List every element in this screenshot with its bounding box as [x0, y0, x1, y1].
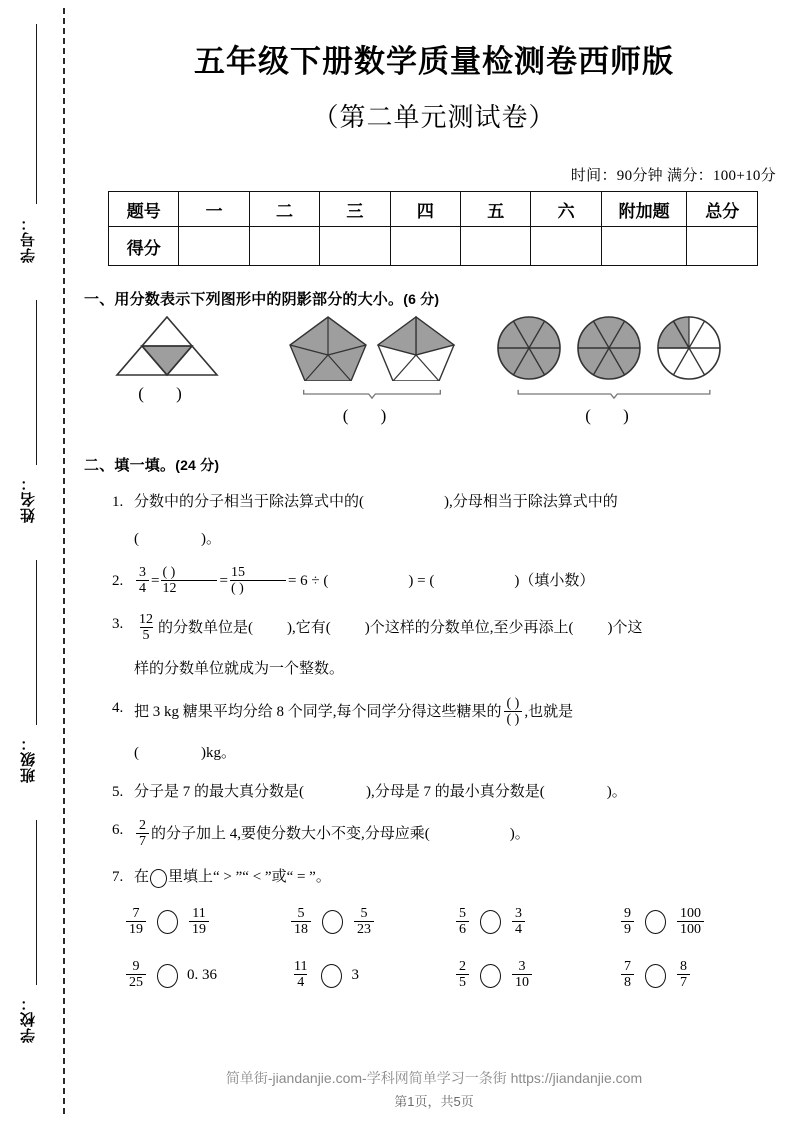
pentagon-figure-group: [279, 315, 464, 426]
question-5-number: 5.: [112, 783, 124, 800]
circle-answer-blank[interactable]: ( ): [585, 406, 643, 425]
question-2-fraction-3[interactable]: [230, 565, 286, 596]
score-table-header-cell: 五: [461, 192, 531, 227]
comparison-item: [124, 960, 289, 991]
comparison-left-fraction: [126, 959, 146, 990]
fraction-denominator: 6: [456, 921, 469, 937]
fraction-numerator: 12: [139, 612, 153, 628]
question-2: [84, 566, 784, 597]
score-table-header-cell: 六: [531, 192, 601, 227]
fraction-numerator: 9: [132, 959, 140, 975]
question-6-fraction: [136, 818, 149, 849]
question-3-text-b: ),它有(: [287, 620, 331, 637]
comparison-row-1: [84, 907, 784, 938]
pentagon-group-brace: [286, 389, 458, 399]
margin-label-class: 班级：: [20, 735, 37, 783]
fraction-denominator: 4: [136, 580, 149, 596]
comparison-left-fraction: [621, 906, 634, 937]
question-3-text-d: )个这: [607, 620, 643, 637]
question-4-fraction-blank[interactable]: [504, 696, 523, 727]
fraction-denominator: 18: [291, 921, 311, 937]
question-4-text-a: 把 3 kg 糖果平均分给 8 个同学,每个同学分得这些糖果的: [134, 703, 502, 720]
fraction-denominator: 4: [294, 974, 307, 990]
question-6: [84, 819, 784, 850]
question-6-text-b: )。: [509, 826, 530, 843]
margin-label-name: 姓名：: [20, 475, 37, 523]
question-1-text-b: ),分母相当于除法算式中的: [444, 494, 618, 510]
score-table-header-cell: 四: [390, 192, 460, 227]
fraction-denominator: 8: [621, 974, 634, 990]
score-table-header-row: [109, 192, 758, 227]
comparison-right-fraction: [189, 906, 209, 937]
question-3: [84, 613, 784, 681]
comparison-answer-circle[interactable]: [322, 910, 343, 934]
score-table-header-cell: 二: [249, 192, 319, 227]
comparison-answer-circle[interactable]: [480, 910, 501, 934]
comparison-left-fraction: [456, 906, 469, 937]
question-6-text-a: 的分子加上 4,要使分数大小不变,分母应乘(: [151, 826, 430, 843]
page-subtitle: （第二单元测试卷）: [312, 103, 556, 132]
comparison-right-decimal: 0. 36: [187, 967, 217, 984]
pentagon-answer-blank[interactable]: ( ): [342, 406, 401, 425]
exam-content: [84, 0, 784, 1122]
question-2-tail-2: )（填小数）: [514, 573, 595, 590]
comparison-left-fraction: [621, 959, 634, 990]
margin-label-school: 学校：: [20, 995, 37, 1043]
fraction-numerator: 7: [624, 959, 631, 975]
fraction-numerator: 3: [515, 905, 522, 921]
fraction-numerator: 5: [360, 905, 368, 921]
question-2-fraction-1: [136, 565, 149, 596]
comparison-answer-circle[interactable]: [645, 964, 666, 988]
comparison-item: [454, 960, 619, 991]
fraction-numerator: 2: [459, 959, 466, 975]
comparison-right-fraction: [677, 959, 690, 990]
score-cell[interactable]: [249, 227, 319, 266]
fraction-denominator: 19: [126, 921, 146, 937]
score-cell[interactable]: [687, 227, 758, 266]
score-cell[interactable]: [601, 227, 687, 266]
margin-rule-2: [36, 300, 37, 465]
score-table-header-cell: 附加题: [601, 192, 687, 227]
question-4-number: 4.: [112, 699, 124, 716]
comparison-right-fraction: [677, 906, 704, 937]
score-cell[interactable]: [390, 227, 460, 266]
fraction-numerator: 5: [459, 905, 466, 921]
fraction-denominator: 9: [621, 921, 634, 937]
comparison-answer-circle[interactable]: [480, 964, 501, 988]
score-table: [108, 191, 758, 266]
page-title: 五年级下册数学质量检测卷西师版: [194, 44, 674, 79]
comparison-left-fraction: [456, 959, 469, 990]
comparison-right-whole: 3: [351, 967, 359, 984]
comparison-left-fraction: [126, 906, 146, 937]
question-1-number: 1.: [112, 494, 124, 510]
circle-group-brace: [496, 389, 732, 399]
comparison-item: [454, 907, 619, 938]
score-table-header-cell: 一: [179, 192, 249, 227]
question-3-text-c: )个这样的分数单位,至少再添上(: [364, 620, 574, 637]
triangle-shaded-figure: [115, 315, 219, 377]
fraction-numerator: 8: [680, 959, 687, 975]
question-7-number: 7.: [112, 869, 124, 886]
question-5-text-c: )。: [606, 783, 627, 800]
fraction-numerator: 2: [139, 818, 146, 834]
section-one-heading: [84, 288, 784, 309]
score-cell[interactable]: [531, 227, 601, 266]
fraction-numerator: 11: [294, 959, 308, 975]
triangle-figure-group: [102, 315, 232, 404]
comparison-item: [619, 907, 784, 938]
score-table-header-cell: 总分: [687, 192, 758, 227]
section-one-title: 一、用分数表示下列图形中的阴影部分的大小。: [84, 291, 404, 308]
fraction-denominator: 7: [136, 833, 149, 849]
score-table-header-cell: 题号: [109, 192, 179, 227]
question-4-line2-b: )kg。: [201, 745, 236, 762]
fraction-denominator: 7: [677, 974, 690, 990]
comparison-right-fraction: [512, 959, 532, 990]
comparison-right-fraction: [354, 906, 374, 937]
fraction-denominator: 12: [161, 580, 217, 596]
page-footer: [84, 1068, 784, 1110]
section-one-points: (6 分): [403, 291, 440, 307]
score-cell[interactable]: [461, 227, 531, 266]
score-table-header-cell: 三: [320, 192, 390, 227]
question-2-equals-1: =: [151, 573, 160, 590]
margin-rule-1: [36, 24, 37, 204]
question-7-text-b: 里填上“ > ”“ < ”或“ = ”。: [168, 869, 331, 886]
question-2-number: 2.: [112, 573, 124, 590]
fraction-denominator: 100: [677, 921, 704, 937]
section-two-title: 二、填一填。: [84, 457, 176, 474]
fraction-numerator: 9: [624, 905, 631, 921]
margin-label-student-id: 学号：: [20, 215, 37, 263]
section-two-points: (24 分): [175, 457, 220, 473]
question-1-text-a: 分数中的分子相当于除法算式中的(: [134, 494, 364, 510]
fraction-numerator-blank[interactable]: ( ): [162, 565, 176, 580]
comparison-left-fraction: [291, 959, 310, 990]
comparison-item: [289, 960, 454, 991]
comparison-left-fraction: [291, 906, 311, 937]
comparison-circle-icon[interactable]: [150, 869, 167, 888]
comparison-row-2: [84, 960, 784, 991]
comparison-item: [124, 907, 289, 938]
section-two-heading: [84, 454, 784, 475]
footer-page-number: 第1页，共5页: [394, 1094, 474, 1109]
triangle-answer-blank[interactable]: ( ): [138, 384, 196, 403]
question-2-equals-2: =: [219, 573, 228, 590]
fraction-denominator: 19: [189, 921, 209, 937]
score-table-value-row: [109, 227, 758, 266]
fraction-numerator: 15: [230, 565, 245, 580]
question-5-text-b: ),分母是 7 的最小真分数是(: [366, 783, 545, 800]
fraction-denominator: 5: [140, 627, 153, 643]
question-5-text-a: 分子是 7 的最大真分数是(: [134, 783, 304, 800]
question-4-text-b: ,也就是: [524, 703, 574, 720]
footer-watermark: 简单街-jiandanjie.com-学科网简单学习一条街 https://jiandanjie.com: [225, 1070, 643, 1086]
fraction-denominator: 23: [354, 921, 374, 937]
comparison-answer-circle[interactable]: [645, 910, 666, 934]
score-cell[interactable]: [179, 227, 249, 266]
question-7-text-a: 在: [134, 869, 150, 886]
fraction-numerator: 3: [518, 959, 526, 975]
dashed-cut-line: [63, 8, 65, 1114]
margin-rule-3: [36, 560, 37, 725]
comparison-right-fraction: [512, 906, 525, 937]
fraction-numerator: 100: [680, 905, 701, 921]
question-6-number: 6.: [112, 822, 124, 839]
fraction-denominator-blank[interactable]: ( ): [504, 711, 523, 727]
comparison-item: [289, 907, 454, 938]
section-one-figures: [84, 315, 784, 425]
fraction-denominator: 25: [126, 974, 146, 990]
margin-label-column: [10, 10, 56, 1110]
comparison-answer-circle[interactable]: [157, 964, 178, 988]
fraction-numerator-blank[interactable]: ( ): [506, 695, 520, 711]
fraction-numerator: 5: [297, 905, 305, 921]
circle-shaded-figures: [496, 315, 732, 381]
question-5: [84, 781, 784, 804]
comparison-answer-circle[interactable]: [321, 964, 342, 988]
comparison-answer-circle[interactable]: [157, 910, 178, 934]
fraction-denominator-blank[interactable]: ( ): [230, 580, 286, 596]
question-2-fraction-2[interactable]: [161, 565, 217, 596]
exam-meta: 时间：90分钟 满分：100+10分: [570, 168, 776, 184]
comparison-item: [619, 960, 784, 991]
question-3-fraction: [136, 612, 156, 643]
fraction-numerator: 7: [132, 905, 140, 921]
fraction-denominator: 5: [456, 974, 469, 990]
question-1-text-d: )。: [201, 530, 221, 547]
question-1-text-c: (: [134, 530, 139, 547]
question-1: [84, 491, 784, 550]
question-3-text-a: 的分数单位是(: [158, 620, 253, 637]
fraction-denominator: 4: [512, 921, 525, 937]
question-3-number: 3.: [112, 616, 124, 633]
fraction-numerator: 3: [139, 565, 146, 580]
question-2-equals-3: = 6 ÷ (: [287, 573, 329, 590]
fraction-numerator: 11: [192, 905, 206, 921]
question-4-line2-a: (: [134, 745, 139, 762]
fraction-denominator: 10: [512, 974, 532, 990]
circle-figure-group: [484, 315, 744, 426]
question-2-tail-1: ) = (: [408, 573, 435, 590]
question-4: [84, 697, 784, 765]
margin-rule-4: [36, 820, 37, 985]
question-3-line-2: 样的分数单位就成为一个整数。: [134, 661, 345, 678]
question-7: [84, 866, 784, 889]
score-cell[interactable]: [320, 227, 390, 266]
pentagon-shaded-figures: [286, 315, 458, 381]
score-row-label: 得分: [109, 227, 179, 266]
